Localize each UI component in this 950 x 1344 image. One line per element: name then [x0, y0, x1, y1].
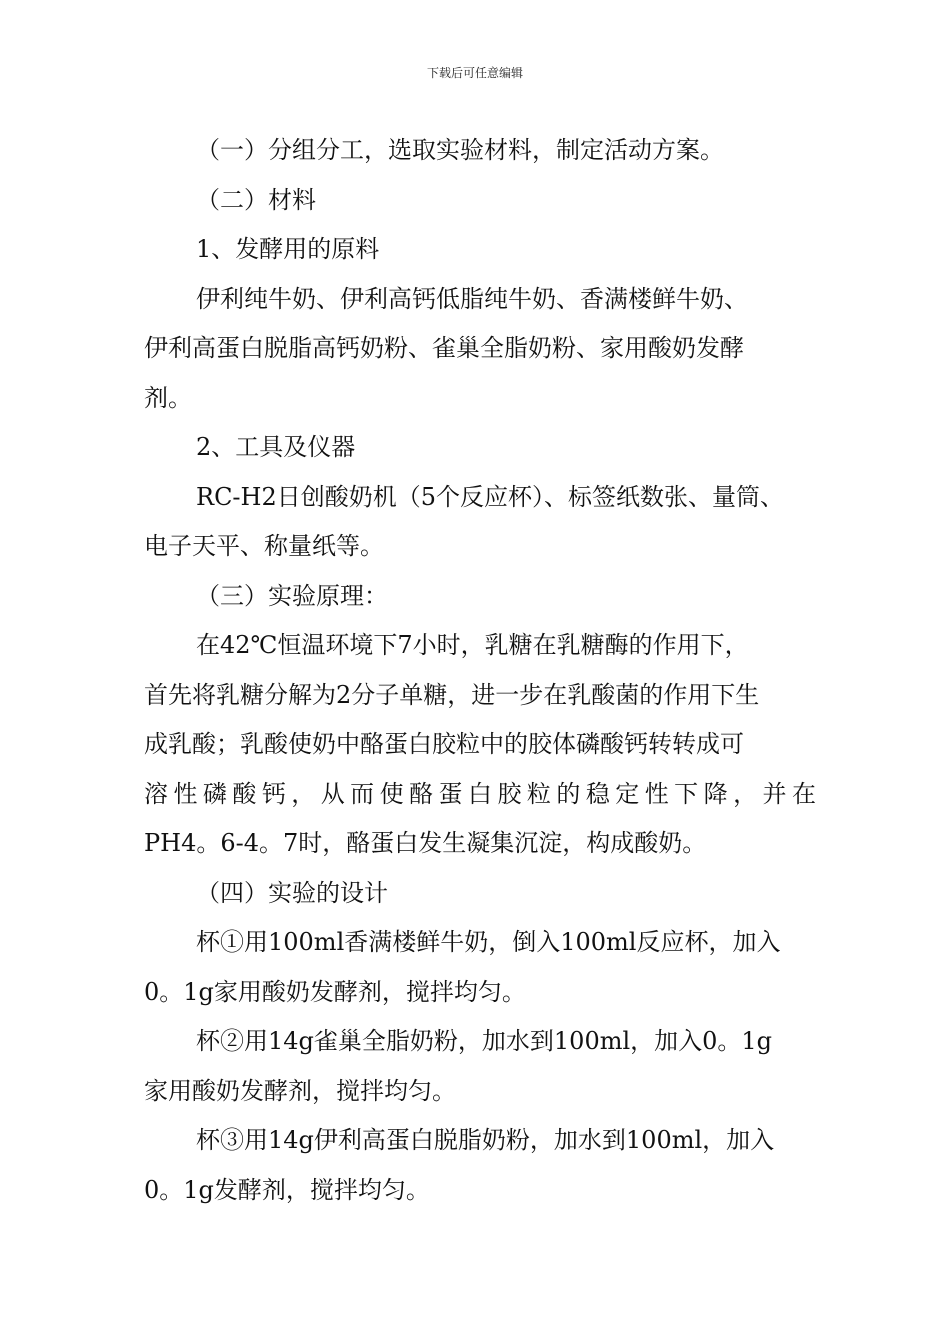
paragraph-line: RC-H2日创酸奶机（5个反应杯）、标签纸数张、量筒、 [196, 482, 785, 511]
paragraph-line: 剂。 [144, 383, 192, 412]
paragraph-line: 杯①用100ml香满楼鲜牛奶，倒入100ml反应杯，加入 [196, 928, 781, 956]
section-heading: （四）实验的设计 [196, 878, 388, 907]
paragraph-line: 杯③用14g伊利高蛋白脱脂奶粉，加水到100ml，加入 [196, 1126, 775, 1154]
document-body [144, 126, 816, 1215]
paragraph-line: 0。1g家用酸奶发酵剂，搅拌均匀。 [144, 977, 526, 1006]
subsection-heading: 1、发酵用的原料 [196, 235, 380, 263]
paragraph-line: 伊利高蛋白脱脂高钙奶粉、雀巢全脂奶粉、家用酸奶发酵 [144, 334, 744, 362]
section-heading: （二）材料 [196, 185, 316, 214]
paragraph-line: 电子天平、称量纸等。 [144, 532, 384, 560]
paragraph-line: 0。1g发酵剂，搅拌均匀。 [144, 1175, 430, 1204]
paragraph-line: PH4。6-4。7时，酪蛋白发生凝集沉淀，构成酸奶。 [144, 829, 707, 857]
paragraph-line: 家用酸奶发酵剂，搅拌均匀。 [144, 1076, 456, 1105]
section-heading: （一）分组分工，选取实验材料，制定活动方案。 [196, 136, 724, 164]
page-header: 下载后可任意编辑 [426, 66, 523, 80]
subsection-heading: 2、工具及仪器 [196, 433, 356, 461]
paragraph-line: 溶性磷酸钙，从而使酪蛋白胶粒的稳定性下降，并在 [144, 779, 816, 808]
paragraph-line: 杯②用14g雀巢全脂奶粉，加水到100ml，加入0。1g [196, 1027, 773, 1055]
paragraph-line: 首先将乳糖分解为2分子单糖，进一步在乳酸菌的作用下生 [144, 680, 760, 709]
paragraph-line: 伊利纯牛奶、伊利高钙低脂纯牛奶、香满楼鲜牛奶、 [196, 284, 748, 313]
paragraph-line: 在42℃恒温环境下7小时，乳糖在乳糖酶的作用下， [196, 631, 749, 659]
paragraph-line: 成乳酸；乳酸使奶中酪蛋白胶粒中的胶体磷酸钙转转成可 [144, 730, 744, 758]
section-heading: （三）实验原理： [196, 581, 388, 610]
